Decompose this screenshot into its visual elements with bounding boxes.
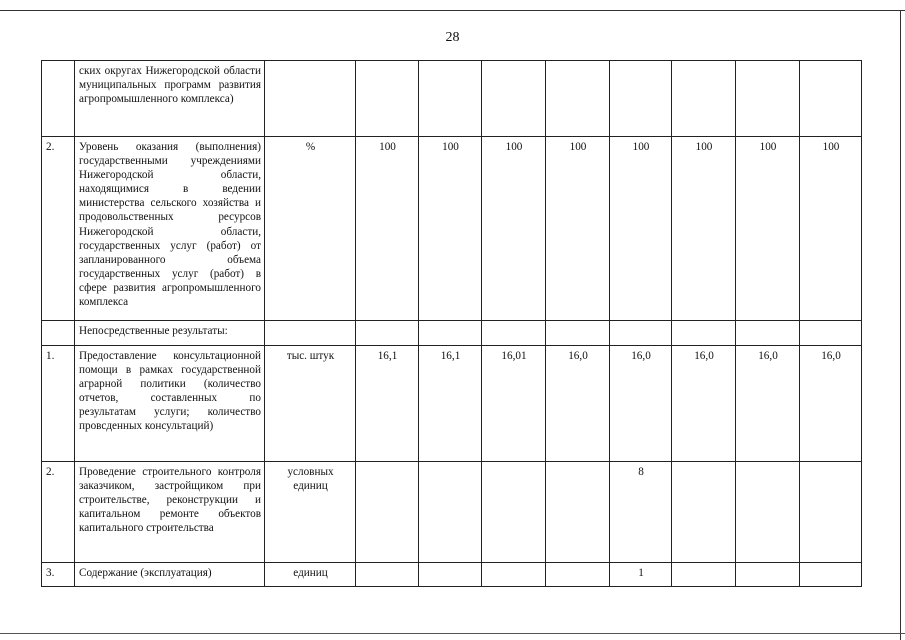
value-cell bbox=[672, 563, 736, 587]
unit-cell bbox=[265, 321, 356, 346]
indicator-description: Уровень оказания (выполнения) государственными учреждениями Нижегородской области, находящимися в ведении министерства сельского хозяйства и продовольственных ресурсов Нижегородской области, государственных услуг (работ) от запланированного объема государственных услуг (работ) в сфере развития агропромышленного комплекса bbox=[75, 137, 265, 321]
value-cell bbox=[736, 321, 800, 346]
value-cell bbox=[610, 61, 672, 137]
value-cell bbox=[482, 462, 546, 563]
value-cell bbox=[356, 321, 419, 346]
unit-cell: % bbox=[265, 137, 356, 321]
value-cell bbox=[482, 321, 546, 346]
value-cell: 16,1 bbox=[419, 346, 482, 462]
value-cell: 100 bbox=[800, 137, 862, 321]
indicator-description: ских округах Нижегородской области муниципальных программ развития агропромышленного комплекса) bbox=[75, 61, 265, 137]
value-cell: 16,0 bbox=[546, 346, 610, 462]
table-row bbox=[42, 321, 862, 346]
value-cell: 100 bbox=[672, 137, 736, 321]
page-number: 28 bbox=[445, 30, 460, 45]
value-cell bbox=[419, 61, 482, 137]
value-cell bbox=[672, 61, 736, 137]
value-cell: 16,1 bbox=[356, 346, 419, 462]
value-cell: 8 bbox=[610, 462, 672, 563]
row-number bbox=[42, 321, 75, 346]
value-cell bbox=[482, 61, 546, 137]
value-cell bbox=[356, 61, 419, 137]
row-number: 1. bbox=[42, 346, 75, 462]
unit-cell: условных единиц bbox=[265, 462, 356, 563]
indicator-description: Проведение строительного контроля заказчиком, застройщиком при строительстве, реконструкции и капитальном ремонте объектов капитального строительства bbox=[75, 462, 265, 563]
value-cell bbox=[546, 61, 610, 137]
value-cell bbox=[672, 321, 736, 346]
value-cell: 100 bbox=[482, 137, 546, 321]
table-row bbox=[42, 61, 862, 137]
value-cell: 100 bbox=[736, 137, 800, 321]
value-cell bbox=[356, 462, 419, 563]
unit-cell: тыс. штук bbox=[265, 346, 356, 462]
indicator-description: Предоставление консультационной помощи в рамках государственной аграрной политики (количество отчетов, составленных по результатам услуги; количество провсденных консультаций) bbox=[75, 346, 265, 462]
value-cell bbox=[419, 462, 482, 563]
value-cell bbox=[610, 321, 672, 346]
value-cell: 16,0 bbox=[672, 346, 736, 462]
table-row bbox=[42, 563, 862, 587]
value-cell: 100 bbox=[546, 137, 610, 321]
value-cell bbox=[800, 321, 862, 346]
value-cell bbox=[546, 563, 610, 587]
table-row bbox=[42, 462, 862, 563]
value-cell: 16,0 bbox=[610, 346, 672, 462]
value-cell bbox=[736, 563, 800, 587]
value-cell: 100 bbox=[356, 137, 419, 321]
page-bottom-line bbox=[0, 633, 905, 634]
value-cell bbox=[419, 563, 482, 587]
unit-cell: единиц bbox=[265, 563, 356, 587]
table-row bbox=[42, 346, 862, 462]
value-cell: 16,0 bbox=[800, 346, 862, 462]
row-number: 2. bbox=[42, 462, 75, 563]
indicator-description: Содержание (эксплуатация) bbox=[75, 563, 265, 587]
value-cell bbox=[546, 321, 610, 346]
row-number: 2. bbox=[42, 137, 75, 321]
value-cell bbox=[546, 462, 610, 563]
value-cell: 1 bbox=[610, 563, 672, 587]
value-cell bbox=[736, 462, 800, 563]
value-cell bbox=[736, 61, 800, 137]
row-number bbox=[42, 61, 75, 137]
row-number: 3. bbox=[42, 563, 75, 587]
section-heading: Непосредственные результаты: bbox=[75, 321, 265, 346]
value-cell bbox=[800, 61, 862, 137]
value-cell bbox=[800, 563, 862, 587]
page-frame-top-line bbox=[0, 10, 905, 11]
page-frame-right-line bbox=[900, 10, 901, 640]
value-cell bbox=[482, 563, 546, 587]
value-cell bbox=[800, 462, 862, 563]
value-cell bbox=[419, 321, 482, 346]
unit-cell bbox=[265, 61, 356, 137]
value-cell: 16,0 bbox=[736, 346, 800, 462]
value-cell bbox=[356, 563, 419, 587]
value-cell: 16,01 bbox=[482, 346, 546, 462]
value-cell bbox=[672, 462, 736, 563]
indicators-table bbox=[41, 60, 862, 587]
table-row bbox=[42, 137, 862, 321]
value-cell: 100 bbox=[419, 137, 482, 321]
value-cell: 100 bbox=[610, 137, 672, 321]
